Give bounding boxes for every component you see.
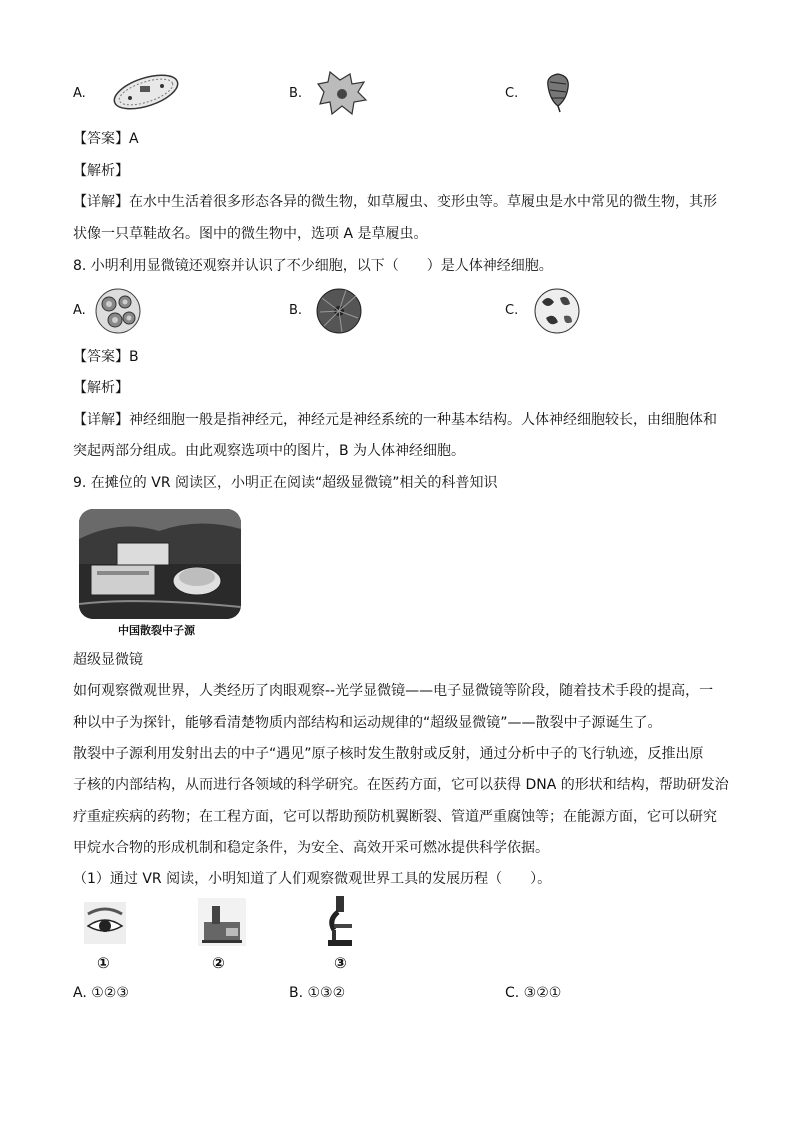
q8-analysis-heading: 【解析】: [73, 380, 129, 396]
tool-label-1: ①: [97, 954, 110, 972]
q8-option-b-label: B.: [289, 303, 303, 318]
q8-answer: 【答案】B: [73, 349, 139, 365]
q7-answer: 【答案】A: [73, 131, 139, 147]
neutron-source-photo: [79, 509, 241, 619]
red-blood-cells-image: [95, 288, 141, 334]
reading-paragraph-line-5: 疗重症疾病的药物；在工程方面，它可以帮助预防机翼断裂、管道严重腐蚀等；在能源方面，它可以研究: [73, 809, 717, 825]
reading-paragraph-line-4: 子核的内部结构，从而进行各领域的科学研究。在医药方面，它可以获得 DNA 的形状和结构，帮助研发治: [73, 777, 729, 793]
photo-caption: 中国散裂中子源: [118, 624, 195, 637]
q7-analysis-heading: 【解析】: [73, 163, 129, 179]
reading-paragraph-line-2: 种以中子为探针，能够看清楚物质内部结构和运动规律的“超级显微镜”——散裂中子源诞生了。: [73, 715, 662, 731]
q9-option-c: C. ③②①: [505, 985, 562, 1001]
q9-option-b: B. ①③②: [289, 985, 346, 1001]
q9-option-a: A. ①②③: [73, 985, 129, 1001]
q8-detail-line-2: 突起两部分组成。由此观察选项中的图片，B 为人体神经细胞。: [73, 443, 466, 459]
q8-option-a-label: A.: [73, 303, 86, 318]
q7-option-b-label: B.: [289, 86, 303, 101]
q9-subquestion-1: （1）通过 VR 阅读，小明知道了人们观察微观世界工具的发展历程（ ）。: [73, 871, 552, 887]
white-blood-cells-image: [534, 288, 580, 334]
tool-label-3: ③: [334, 954, 347, 972]
q8-question: 8. 小明利用显微镜还观察并认识了不少细胞，以下（ ）是人体神经细胞。: [73, 258, 553, 274]
tool-label-2: ②: [212, 954, 225, 972]
electron-microscope-image: [198, 898, 246, 946]
optical-microscope-image: [320, 894, 360, 948]
reading-title: 超级显微镜: [73, 652, 143, 668]
vorticella-image: [542, 70, 572, 114]
q7-detail-line-2: 状像一只草鞋故名。图中的微生物中，选项 A 是草履虫。: [73, 226, 428, 242]
q9-question: 9. 在摊位的 VR 阅读区，小明正在阅读“超级显微镜”相关的科普知识: [73, 475, 498, 491]
nerve-cell-image: [316, 288, 362, 334]
paramecium-image: [108, 70, 184, 114]
q7-option-a-label: A.: [73, 86, 86, 101]
q8-option-c-label: C.: [505, 303, 519, 318]
reading-paragraph-line-1: 如何观察微观世界，人类经历了肉眼观察--光学显微镜——电子显微镜等阶段，随着技术手段的提高，一: [73, 683, 714, 699]
eye-image: [84, 902, 126, 944]
reading-paragraph-line-6: 甲烷水合物的形成机制和稳定条件，为安全、高效开采可燃冰提供科学依据。: [73, 840, 549, 856]
reading-paragraph-line-3: 散裂中子源利用发射出去的中子“遇见”原子核时发生散射或反射，通过分析中子的飞行轨迹，反推出原: [73, 746, 704, 762]
q7-detail-line-1: 【详解】在水中生活着很多形态各异的微生物，如草履虫、变形虫等。草履虫是水中常见的微生物，其形: [73, 194, 717, 210]
q8-detail-line-1: 【详解】神经细胞一般是指神经元，神经元是神经系统的一种基本结构。人体神经细胞较长，由细胞体和: [73, 412, 717, 428]
amoeba-image: [316, 70, 368, 116]
q7-option-c-label: C.: [505, 86, 519, 101]
